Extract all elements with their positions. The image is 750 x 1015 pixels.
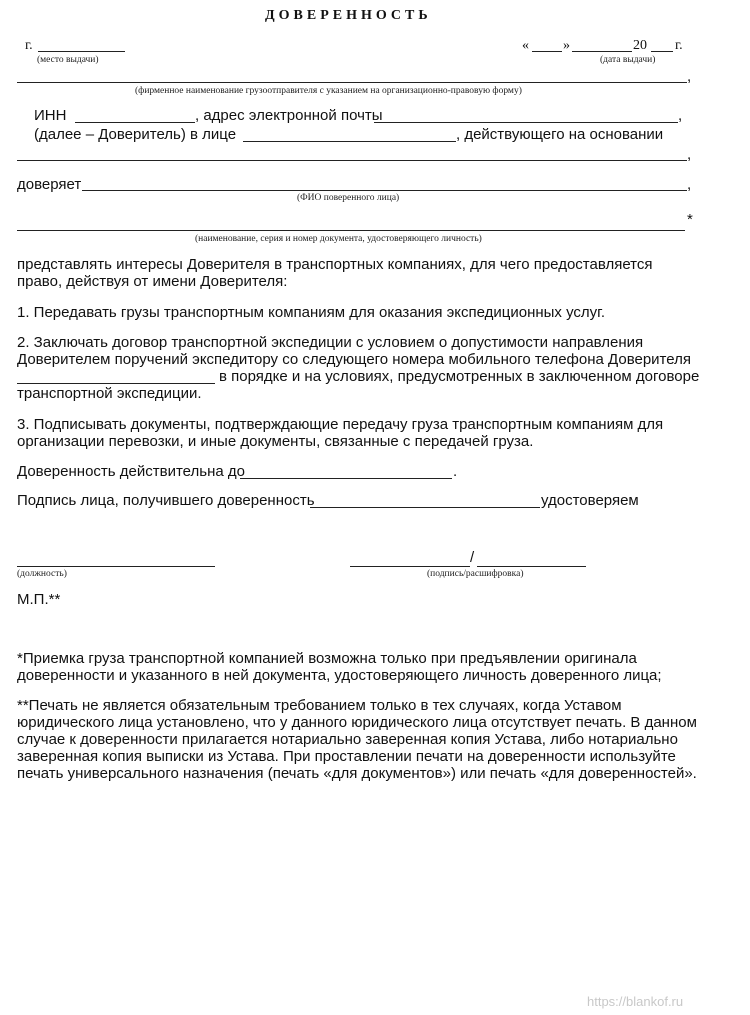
- id-document-field[interactable]: [17, 230, 685, 231]
- authority-item-2-line-3: в порядке и на условиях, предусмотренных в заключенном договоре: [219, 368, 700, 385]
- email-comma: ,: [678, 107, 683, 124]
- date-day-field[interactable]: [532, 51, 562, 52]
- trustee-name-field[interactable]: [82, 190, 687, 191]
- id-asterisk: *: [687, 211, 693, 228]
- position-field[interactable]: [17, 566, 215, 567]
- inn-label: ИНН: [34, 107, 67, 124]
- date-open-quote: «: [522, 38, 529, 53]
- company-caption: (фирменное наименование грузоотправителя с указанием на организационно-правовую форму): [135, 86, 522, 96]
- signature-slash: /: [470, 549, 475, 566]
- date-year-prefix: 20: [633, 38, 647, 53]
- certify-label: удостоверяем: [541, 492, 639, 509]
- basis-field[interactable]: [17, 160, 687, 161]
- date-close-quote: »: [563, 38, 570, 53]
- id-caption: (наименование, серия и номер документа, удостоверяющего личность): [195, 234, 482, 244]
- intro-paragraph: представлять интересы Доверителя в транспортных компаниях, для чего предоставляется право, действуя от имени Доверителя:: [17, 256, 653, 290]
- inn-field[interactable]: [75, 122, 195, 123]
- authority-item-2-line-1: 2. Заключать договор транспортной экспедиции с условием о допустимости направления: [17, 334, 644, 351]
- authority-item-2-line-4: транспортной экспедиции.: [17, 385, 202, 402]
- company-name-field[interactable]: [17, 82, 687, 83]
- validity-date-field[interactable]: [240, 478, 452, 479]
- director-signature-field[interactable]: [350, 566, 470, 567]
- footnote-1: *Приемка груза транспортной компанией возможна только при предъявлении оригинала доверенности и указанного в ней документа, удостоверяющего личность доверенного лица;: [17, 650, 662, 684]
- authority-item-2-line-2: Доверителем поручений экспедитору со следующего номера мобильного телефона Доверителя: [17, 351, 691, 368]
- authority-item-3: 3. Подписывать документы, подтверждающие передачу груза транспортным компаниям для организации перевозки, и иные документы, связанные с передачей груза.: [17, 416, 664, 450]
- trustee-caption: (ФИО поверенного лица): [297, 193, 400, 203]
- date-year-suffix: г.: [675, 38, 683, 53]
- basis-comma: ,: [687, 146, 692, 163]
- phone-number-field[interactable]: [17, 383, 215, 384]
- document-title: ДОВЕРЕННОСТЬ: [265, 8, 432, 23]
- principal-label: (далее – Доверитель) в лице: [34, 126, 237, 143]
- validity-period: .: [453, 463, 458, 480]
- trustee-signature-field[interactable]: [310, 507, 540, 508]
- footnote-2: **Печать не является обязательным требованием только в тех случаях, когда Уставом юридического лица установлено, что у данного юридического лица отсутствует печать. В данном случае к доверенности прилагается нотариально заверенная копия Устава, либо нотариально заверенная копия выписки из Устава. При проставлении печати на доверенности используйте печать универсального назначения (печать «для документов») или печать «для доверенностей».: [17, 697, 697, 782]
- city-prefix: г.: [25, 38, 33, 53]
- date-year-field[interactable]: [651, 51, 673, 52]
- email-field[interactable]: [374, 122, 678, 123]
- stamp-label: М.П.**: [17, 591, 61, 608]
- trusts-label: доверяет: [17, 176, 82, 193]
- trustee-comma: ,: [687, 176, 692, 193]
- authority-item-1: 1. Передавать грузы транспортным компаниям для оказания экспедиционных услуг.: [17, 304, 605, 321]
- signature-label: Подпись лица, получившего доверенность: [17, 492, 315, 509]
- place-field-line[interactable]: [38, 51, 125, 52]
- site-watermark: https://blankof.ru: [587, 994, 684, 1009]
- acting-label: , действующего на основании: [456, 126, 664, 143]
- date-month-field[interactable]: [572, 51, 632, 52]
- company-comma: ,: [687, 68, 692, 85]
- date-caption: (дата выдачи): [600, 55, 656, 65]
- email-label: , адрес электронной почты: [195, 107, 383, 124]
- representative-field[interactable]: [243, 141, 456, 142]
- sign-caption: (подпись/расшифровка): [427, 569, 524, 579]
- validity-label: Доверенность действительна до: [17, 463, 245, 480]
- signature-decoding-field[interactable]: [477, 566, 586, 567]
- place-caption: (место выдачи): [37, 55, 99, 65]
- position-caption: (должность): [17, 569, 67, 579]
